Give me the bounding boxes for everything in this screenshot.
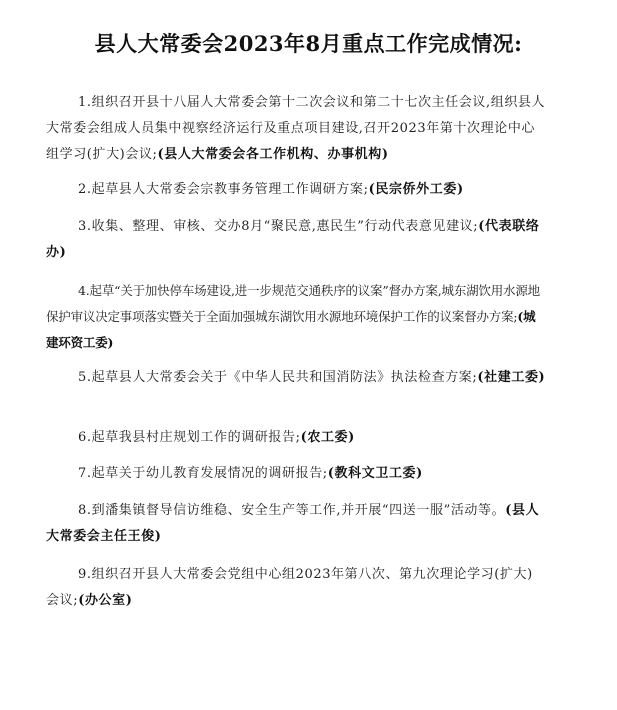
work-item-9 [46, 562, 546, 614]
work-item-8-owner: (县人大常委会主任王俊) [46, 503, 540, 544]
work-item-6-text: 6.起草我县村庄规划工作的调研报告; [78, 430, 301, 445]
work-item-3-text: 3.收集、整理、审核、交办8月“聚民意,惠民生”行动代表意见建议; [78, 219, 479, 234]
work-item-1-text: 1.组织召开县十八届人大常委会第十二次会议和第二十七次主任会议,组织县人大常委会组成人员集中视察经济运行及重点项目建设,召开2023年第十次理论中心组学习(扩大)会议; [46, 95, 546, 162]
work-item-2-owner: (民宗侨外工委) [368, 182, 464, 197]
work-item-7 [46, 461, 546, 487]
work-item-8-text: 8.到潘集镇督导信访维稳、安全生产等工作,并开展“四送一服”活动等。 [78, 503, 506, 518]
work-item-7-owner: (教科文卫工委) [327, 466, 423, 481]
work-item-2-text: 2.起草县人大常委会宗教事务管理工作调研方案; [78, 182, 369, 197]
document-title: 县人大常委会2023年8月重点工作完成情况: [94, 31, 523, 56]
work-item-1-owner: (县人大常委会各工作机构、办事机构) [157, 147, 389, 162]
work-item-5 [46, 365, 546, 391]
work-item-4-owner: (城建环资工委) [46, 309, 536, 350]
work-item-6 [46, 425, 546, 451]
work-item-8 [46, 498, 546, 550]
work-item-4 [46, 278, 546, 356]
work-item-5-text: 5.起草县人大常委会关于《中华人民共和国消防法》执法检查方案; [78, 370, 478, 385]
work-item-3-owner: (代表联络办) [46, 219, 540, 260]
work-item-7-text: 7.起草关于幼儿教育发展情况的调研报告; [78, 466, 328, 481]
work-item-2 [46, 177, 546, 203]
work-item-4-text: 4.起草“关于加快停车场建设,进一步规范交通秩序的议案”督办方案,城东湖饮用水源地保护审议决定事项落实暨关于全面加强城东湖饮用水源地环境保护工作的议案督办方案; [46, 283, 540, 324]
work-item-9-owner: (办公室) [78, 593, 133, 608]
work-item-5-owner: (社建工委) [477, 370, 546, 385]
work-item-1 [46, 90, 546, 168]
work-item-9-text: 9.组织召开县人大常委会党组中心组2023年第八次、第九次理论学习(扩大)会议; [46, 567, 533, 608]
work-item-6-owner: (农工委) [300, 430, 355, 445]
work-item-3 [46, 214, 546, 266]
